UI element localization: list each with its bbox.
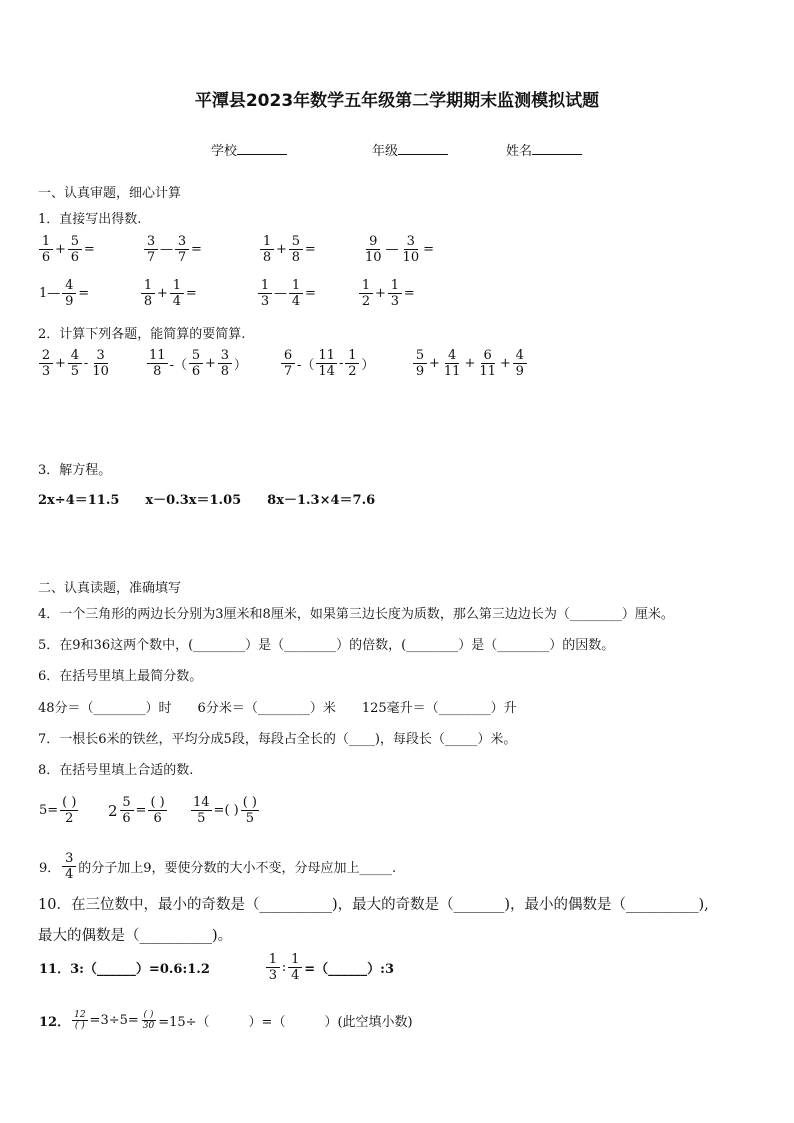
q1-expr-6: $\frac{1}{8}$ + $\frac{1}{4}$ = (140, 278, 198, 309)
q1-expr-4: $\frac{9}{10}$ — $\frac{3}{10}$ = (365, 234, 434, 265)
fraction: $\frac{1}{8}$ (260, 234, 274, 265)
q9-text: 9． $\frac{3}{4}$ 的分子加上9，要使分数的大小不变，分母应加上_____. (39, 851, 397, 882)
q3-text: 3．解方程。 (38, 463, 112, 478)
school-field (211, 140, 287, 159)
q5-text: 5．在9和36这两个数中，(________）是（________）的倍数，(________）是（________）的因数。 (38, 638, 615, 653)
name-field (506, 140, 582, 159)
q1-expr-2: $\frac{3}{7}$ — $\frac{3}{7}$ = (143, 234, 203, 265)
q1-expr-3: $\frac{1}{8}$ + $\frac{5}{8}$ = (259, 234, 317, 265)
q8-item-c: $\frac{14}{5}$ =( ) $\frac{( )}{5}$ (193, 795, 257, 826)
fraction: $\frac{1}{4}$ (289, 278, 303, 309)
section1-heading: 一、认真审题，细心计算 (38, 186, 182, 201)
q2-expr-3: $\frac{6}{7}$ -（ $\frac{11}{14}$ - $\frac{1}{2}$ ） (280, 348, 375, 379)
q3-equations: 2x÷4＝11.5 x－0.3x＝1.05 8x－1.3×4＝7.6 (38, 493, 376, 508)
q12-text: 12． $\frac{12}{( )}$ =3÷5= $\frac{( )}{30}$ =15÷（ ）=（ ）(此空填小数) (39, 1010, 413, 1031)
name-label: 姓名 (506, 144, 533, 159)
fraction: $\frac{5}{8}$ (289, 234, 303, 265)
q6-text: 6．在括号里填上最简分数。 (38, 669, 203, 684)
q1-expr-7: $\frac{1}{3}$ — $\frac{1}{4}$ = (257, 278, 317, 309)
grade-label: 年级 (372, 144, 399, 159)
fraction: $\frac{1}{4}$ (170, 278, 184, 309)
q10-line2: 最大的偶数是（__________)。 (38, 928, 233, 944)
q2-expr-1: $\frac{2}{3}$ + $\frac{4}{5}$ - $\frac{3}{10}$ (38, 348, 112, 379)
q2-expr-4: $\frac{5}{9}$ + $\frac{4}{11}$ + $\frac{6}{11}$ + $\frac{4}{9}$ (412, 348, 528, 379)
q4-text: 4．一个三角形的两边长分别为3厘米和8厘米，如果第三边长度为质数，那么第三边边长为（________）厘米。 (38, 607, 674, 622)
q10-line1: 10．在三位数中，最小的奇数是（__________)，最大的奇数是（_______)，最小的偶数是（__________), (38, 897, 709, 913)
fraction: $\frac{3}{7}$ (144, 234, 158, 265)
q8-text: 8．在括号里填上合适的数. (38, 763, 194, 778)
page-title: 平潭县2023年数学五年级第二学期期末监测模拟试题 (194, 91, 600, 111)
fraction: $\frac{4}{9}$ (62, 278, 76, 309)
q1-expr-8: $\frac{1}{2}$ + $\frac{1}{3}$ = (358, 278, 416, 309)
fraction: $\frac{3}{10}$ (402, 234, 420, 265)
fraction: $\frac{3}{7}$ (175, 234, 189, 265)
section2-heading: 二、认真读题，准确填写 (38, 581, 182, 596)
q8-item-a: 5= $\frac{( )}{2}$ (39, 795, 77, 826)
q2-expr-2: $\frac{11}{8}$ -（ $\frac{5}{6}$ + $\frac{3}{8}$ ） (149, 348, 247, 379)
school-blank[interactable] (237, 142, 287, 155)
q7-text: 7．一根长6米的铁丝，平均分成5段，每段占全长的（____)，每段长（_____）米。 (38, 732, 517, 747)
grade-blank[interactable] (398, 142, 448, 155)
q1-text: 1．直接写出得数. (38, 212, 142, 227)
q6-items: 48分＝（________）时 6分米＝（________）米 125毫升＝（________）升 (38, 701, 517, 716)
q11-text: 11．3:（______）=0.6:1.2 $\frac{1}{3}$ : $\frac{1}{4}$ =（______）:3 (39, 952, 395, 983)
q1-expr-5: 1— $\frac{4}{9}$ = (39, 278, 90, 309)
grade-field (372, 140, 448, 159)
name-blank[interactable] (532, 142, 582, 155)
q2-text: 2．计算下列各题，能简算的要简算. (38, 327, 246, 342)
school-label: 学校 (211, 144, 238, 159)
fraction: $\frac{1}{3}$ (258, 278, 272, 309)
fraction: $\frac{9}{10}$ (365, 234, 382, 265)
q8-item-b: 2 $\frac{5}{6}$ = $\frac{( )}{6}$ (108, 795, 165, 826)
fraction: $\frac{5}{6}$ (68, 234, 82, 265)
q1-expr-1: $\frac{1}{6}$ + $\frac{5}{6}$ = (38, 234, 96, 265)
fraction: $\frac{1}{6}$ (39, 234, 53, 265)
fraction: $\frac{1}{2}$ (359, 278, 373, 309)
fraction: $\frac{1}{3}$ (388, 278, 402, 309)
fraction: $\frac{1}{8}$ (141, 278, 155, 309)
